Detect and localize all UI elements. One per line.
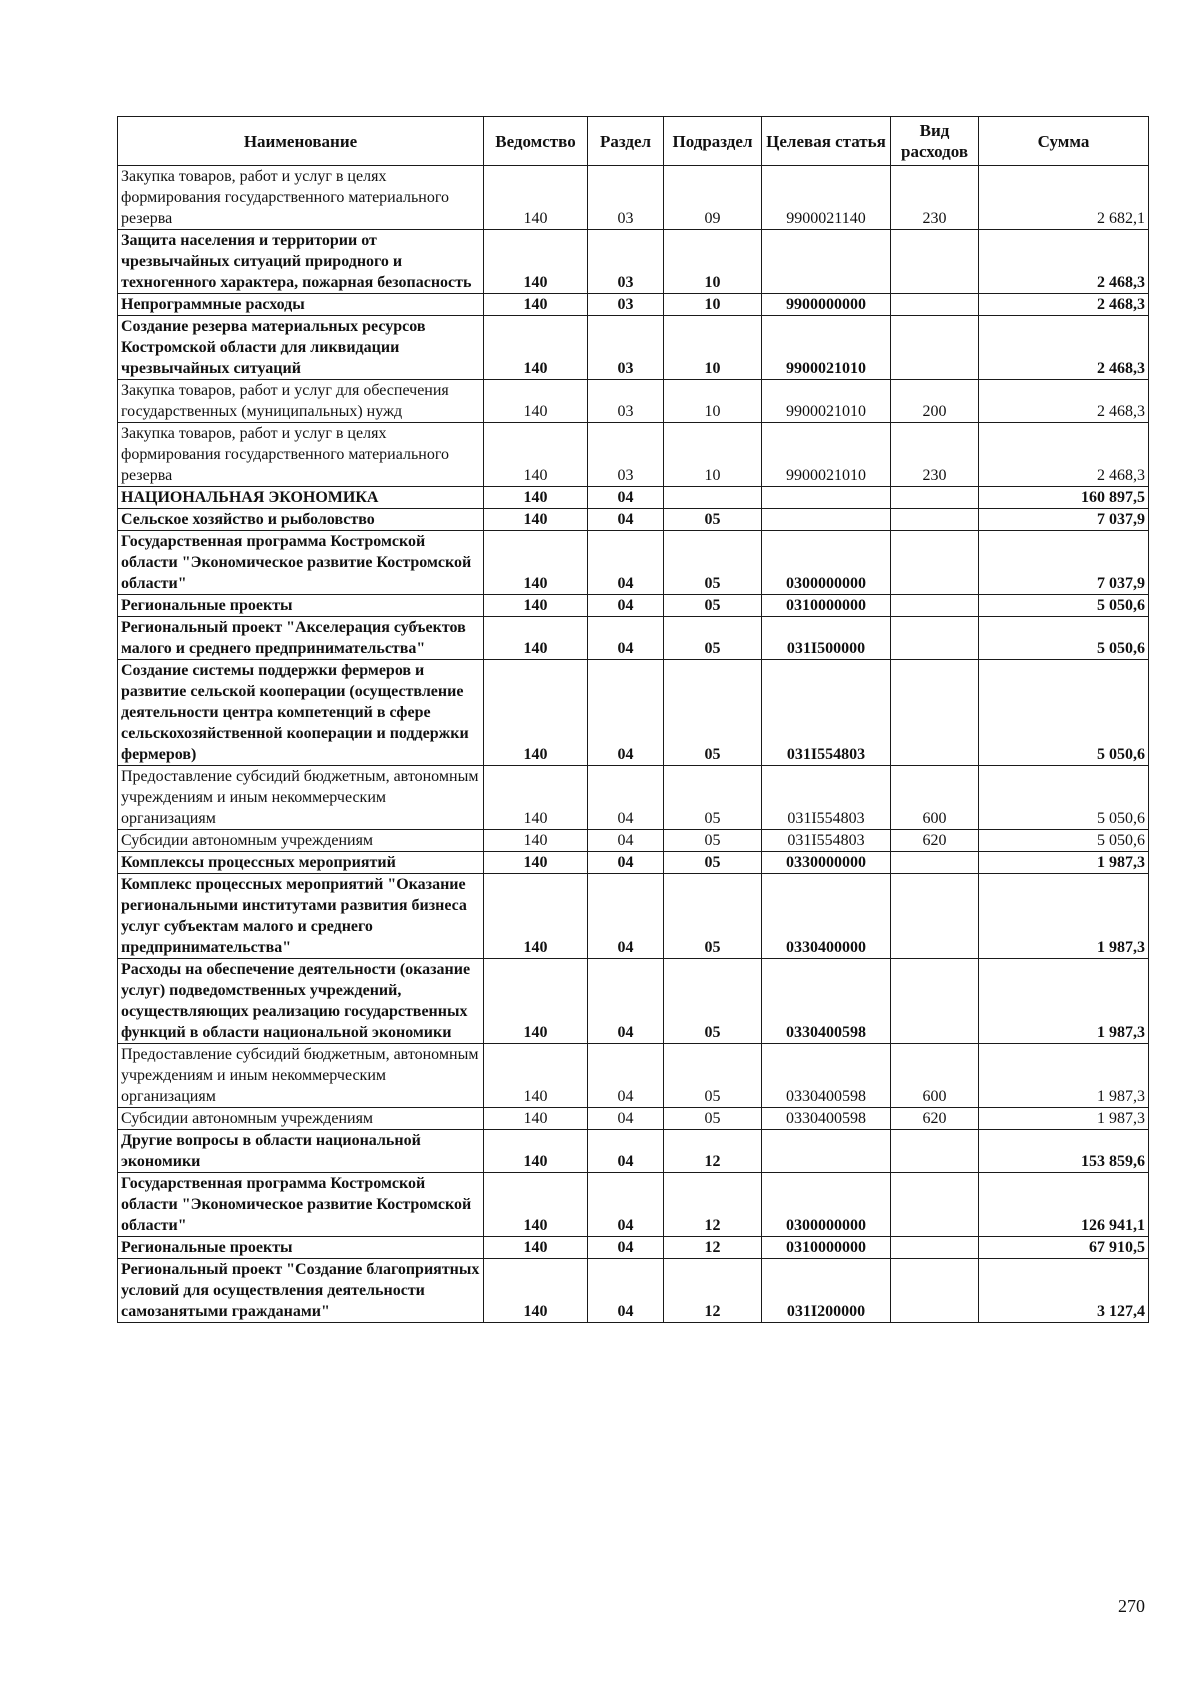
- row-target: 0300000000: [762, 1173, 891, 1237]
- row-section: 04: [588, 1173, 664, 1237]
- row-sum: 1 987,3: [979, 959, 1149, 1044]
- row-name: Субсидии автономным учреждениям: [118, 1108, 484, 1130]
- header-name: Наименование: [118, 117, 484, 166]
- row-expense-type: [891, 1173, 979, 1237]
- row-section: 03: [588, 316, 664, 380]
- row-subsection: 10: [664, 316, 762, 380]
- row-subsection: 05: [664, 531, 762, 595]
- row-expense-type: 600: [891, 766, 979, 830]
- row-target: [762, 1130, 891, 1173]
- row-dept: 140: [484, 509, 588, 531]
- row-subsection: 05: [664, 1108, 762, 1130]
- row-section: 03: [588, 294, 664, 316]
- table-row: [118, 1130, 1149, 1173]
- table-row: [118, 852, 1149, 874]
- row-subsection: 05: [664, 959, 762, 1044]
- row-expense-type: 230: [891, 166, 979, 230]
- row-expense-type: [891, 230, 979, 294]
- row-expense-type: [891, 1259, 979, 1323]
- table-row: [118, 1173, 1149, 1237]
- row-target: 0310000000: [762, 1237, 891, 1259]
- row-sum: 5 050,6: [979, 595, 1149, 617]
- row-target: 0330000000: [762, 852, 891, 874]
- row-target: 0330400598: [762, 959, 891, 1044]
- row-section: 04: [588, 595, 664, 617]
- row-name: Предоставление субсидий бюджетным, автономным учреждениям и иным некоммерческим организациям: [118, 766, 484, 830]
- row-dept: 140: [484, 380, 588, 423]
- row-subsection: 10: [664, 294, 762, 316]
- row-dept: 140: [484, 1237, 588, 1259]
- row-subsection: 12: [664, 1259, 762, 1323]
- table-row: [118, 1108, 1149, 1130]
- row-section: 04: [588, 959, 664, 1044]
- row-subsection: 10: [664, 380, 762, 423]
- row-name: НАЦИОНАЛЬНАЯ ЭКОНОМИКА: [118, 487, 484, 509]
- row-subsection: 12: [664, 1237, 762, 1259]
- row-dept: 140: [484, 874, 588, 959]
- row-target: 0330400000: [762, 874, 891, 959]
- row-sum: 2 468,3: [979, 380, 1149, 423]
- row-section: 04: [588, 1237, 664, 1259]
- budget-table: [117, 116, 1149, 1323]
- row-name: Региональный проект "Создание благоприятных условий для осуществления деятельности самозанятыми гражданами": [118, 1259, 484, 1323]
- row-sum: 1 987,3: [979, 852, 1149, 874]
- table-row: [118, 423, 1149, 487]
- table-row: [118, 531, 1149, 595]
- row-target: 0330400598: [762, 1044, 891, 1108]
- row-name: Создание резерва материальных ресурсов Костромской области для ликвидации чрезвычайных ситуаций: [118, 316, 484, 380]
- row-sum: 5 050,6: [979, 617, 1149, 660]
- row-subsection: [664, 487, 762, 509]
- row-subsection: 05: [664, 1044, 762, 1108]
- row-expense-type: 600: [891, 1044, 979, 1108]
- header-dept: Ведомство: [484, 117, 588, 166]
- row-expense-type: [891, 487, 979, 509]
- row-target: 0330400598: [762, 1108, 891, 1130]
- row-dept: 140: [484, 294, 588, 316]
- row-subsection: 05: [664, 595, 762, 617]
- row-expense-type: [891, 316, 979, 380]
- row-dept: 140: [484, 1130, 588, 1173]
- table-row: [118, 595, 1149, 617]
- table-row: [118, 617, 1149, 660]
- row-subsection: 10: [664, 230, 762, 294]
- row-target: [762, 509, 891, 531]
- row-section: 04: [588, 874, 664, 959]
- table-row: [118, 487, 1149, 509]
- row-target: 9900000000: [762, 294, 891, 316]
- row-subsection: 12: [664, 1173, 762, 1237]
- row-dept: 140: [484, 595, 588, 617]
- row-dept: 140: [484, 660, 588, 766]
- row-target: 9900021010: [762, 380, 891, 423]
- row-name: Непрограммные расходы: [118, 294, 484, 316]
- row-subsection: 05: [664, 874, 762, 959]
- row-expense-type: [891, 1237, 979, 1259]
- row-dept: 140: [484, 487, 588, 509]
- row-section: 04: [588, 660, 664, 766]
- row-subsection: 12: [664, 1130, 762, 1173]
- row-sum: 2 682,1: [979, 166, 1149, 230]
- row-dept: 140: [484, 959, 588, 1044]
- table-row: [118, 509, 1149, 531]
- row-expense-type: [891, 852, 979, 874]
- table-row: [118, 316, 1149, 380]
- header-row: [118, 117, 1149, 166]
- row-dept: 140: [484, 1173, 588, 1237]
- row-sum: 1 987,3: [979, 874, 1149, 959]
- row-target: [762, 487, 891, 509]
- row-subsection: 10: [664, 423, 762, 487]
- row-name: Государственная программа Костромской области "Экономическое развитие Костромской области": [118, 1173, 484, 1237]
- row-section: 04: [588, 1259, 664, 1323]
- row-dept: 140: [484, 830, 588, 852]
- table-row: [118, 166, 1149, 230]
- row-expense-type: [891, 959, 979, 1044]
- row-section: 03: [588, 380, 664, 423]
- row-dept: 140: [484, 166, 588, 230]
- row-section: 04: [588, 830, 664, 852]
- row-sum: 7 037,9: [979, 531, 1149, 595]
- row-section: 04: [588, 617, 664, 660]
- row-target: 9900021140: [762, 166, 891, 230]
- row-sum: 1 987,3: [979, 1108, 1149, 1130]
- row-name: Другие вопросы в области национальной экономики: [118, 1130, 484, 1173]
- row-subsection: 05: [664, 660, 762, 766]
- table-row: [118, 1259, 1149, 1323]
- row-name: Закупка товаров, работ и услуг в целях формирования государственного материального резерва: [118, 166, 484, 230]
- row-name: Комплекс процессных мероприятий "Оказание региональными институтами развития бизнеса услуг субъектам малого и среднего предпринимательства": [118, 874, 484, 959]
- header-target: Целевая статья: [762, 117, 891, 166]
- table-row: [118, 959, 1149, 1044]
- row-name: Закупка товаров, работ и услуг для обеспечения государственных (муниципальных) нужд: [118, 380, 484, 423]
- row-expense-type: 620: [891, 830, 979, 852]
- row-section: 04: [588, 1108, 664, 1130]
- row-sum: 5 050,6: [979, 830, 1149, 852]
- row-sum: 2 468,3: [979, 294, 1149, 316]
- header-expense-type: Вид расходов: [891, 117, 979, 166]
- table-row: [118, 380, 1149, 423]
- table-row: [118, 766, 1149, 830]
- header-sum: Сумма: [979, 117, 1149, 166]
- row-sum: 2 468,3: [979, 230, 1149, 294]
- row-dept: 140: [484, 766, 588, 830]
- row-expense-type: 230: [891, 423, 979, 487]
- row-dept: 140: [484, 617, 588, 660]
- row-section: 03: [588, 166, 664, 230]
- row-sum: 3 127,4: [979, 1259, 1149, 1323]
- row-name: Региональные проекты: [118, 595, 484, 617]
- row-name: Предоставление субсидий бюджетным, автономным учреждениям и иным некоммерческим организациям: [118, 1044, 484, 1108]
- table-row: [118, 1044, 1149, 1108]
- row-dept: 140: [484, 852, 588, 874]
- row-expense-type: [891, 595, 979, 617]
- row-target: 9900021010: [762, 423, 891, 487]
- row-expense-type: [891, 874, 979, 959]
- page-number: 270: [1118, 1596, 1145, 1616]
- row-sum: 126 941,1: [979, 1173, 1149, 1237]
- row-subsection: 05: [664, 617, 762, 660]
- row-target: 0310000000: [762, 595, 891, 617]
- row-expense-type: [891, 660, 979, 766]
- row-expense-type: [891, 531, 979, 595]
- table-row: [118, 230, 1149, 294]
- row-dept: 140: [484, 1259, 588, 1323]
- row-subsection: 09: [664, 166, 762, 230]
- header-section: Раздел: [588, 117, 664, 166]
- row-name: Создание системы поддержки фермеров и развитие сельской кооперации (осуществление деятельности центра компетенций в сфере сельскохозяйственной кооперации и поддержки фермеров): [118, 660, 484, 766]
- row-expense-type: [891, 1130, 979, 1173]
- table-row: [118, 1237, 1149, 1259]
- table-row: [118, 294, 1149, 316]
- row-name: Закупка товаров, работ и услуг в целях формирования государственного материального резерва: [118, 423, 484, 487]
- row-target: 9900021010: [762, 316, 891, 380]
- row-sum: 5 050,6: [979, 660, 1149, 766]
- row-expense-type: 620: [891, 1108, 979, 1130]
- row-subsection: 05: [664, 830, 762, 852]
- table-body: [118, 166, 1149, 1323]
- row-section: 03: [588, 423, 664, 487]
- row-name: Защита населения и территории от чрезвычайных ситуаций природного и техногенного характера, пожарная безопасность: [118, 230, 484, 294]
- row-expense-type: [891, 509, 979, 531]
- table-row: [118, 660, 1149, 766]
- row-name: Региональные проекты: [118, 1237, 484, 1259]
- row-dept: 140: [484, 531, 588, 595]
- row-sum: 2 468,3: [979, 423, 1149, 487]
- table-header: [118, 117, 1149, 166]
- row-name: Субсидии автономным учреждениям: [118, 830, 484, 852]
- row-target: 031I500000: [762, 617, 891, 660]
- row-section: 04: [588, 1130, 664, 1173]
- row-target: 031I554803: [762, 660, 891, 766]
- row-section: 04: [588, 852, 664, 874]
- row-section: 04: [588, 531, 664, 595]
- row-subsection: 05: [664, 766, 762, 830]
- row-section: 04: [588, 766, 664, 830]
- row-dept: 140: [484, 316, 588, 380]
- row-target: [762, 230, 891, 294]
- row-section: 04: [588, 509, 664, 531]
- row-subsection: 05: [664, 852, 762, 874]
- row-name: Региональный проект "Акселерация субъектов малого и среднего предпринимательства": [118, 617, 484, 660]
- row-expense-type: [891, 294, 979, 316]
- row-sum: 1 987,3: [979, 1044, 1149, 1108]
- header-subsection: Подраздел: [664, 117, 762, 166]
- row-name: Расходы на обеспечение деятельности (оказание услуг) подведомственных учреждений, осуществляющих реализацию государственных функций в области национальной экономики: [118, 959, 484, 1044]
- row-expense-type: 200: [891, 380, 979, 423]
- row-sum: 7 037,9: [979, 509, 1149, 531]
- row-target: 0300000000: [762, 531, 891, 595]
- row-target: 031I554803: [762, 766, 891, 830]
- row-name: Комплексы процессных мероприятий: [118, 852, 484, 874]
- row-name: Сельское хозяйство и рыболовство: [118, 509, 484, 531]
- row-name: Государственная программа Костромской области "Экономическое развитие Костромской области": [118, 531, 484, 595]
- row-sum: 153 859,6: [979, 1130, 1149, 1173]
- row-section: 04: [588, 1044, 664, 1108]
- row-expense-type: [891, 617, 979, 660]
- row-sum: 5 050,6: [979, 766, 1149, 830]
- row-sum: 67 910,5: [979, 1237, 1149, 1259]
- row-target: 031I554803: [762, 830, 891, 852]
- row-dept: 140: [484, 230, 588, 294]
- table-row: [118, 830, 1149, 852]
- row-section: 03: [588, 230, 664, 294]
- row-dept: 140: [484, 1044, 588, 1108]
- row-sum: 2 468,3: [979, 316, 1149, 380]
- row-sum: 160 897,5: [979, 487, 1149, 509]
- row-target: 031I200000: [762, 1259, 891, 1323]
- row-dept: 140: [484, 423, 588, 487]
- row-dept: 140: [484, 1108, 588, 1130]
- table-row: [118, 874, 1149, 959]
- row-subsection: 05: [664, 509, 762, 531]
- row-section: 04: [588, 487, 664, 509]
